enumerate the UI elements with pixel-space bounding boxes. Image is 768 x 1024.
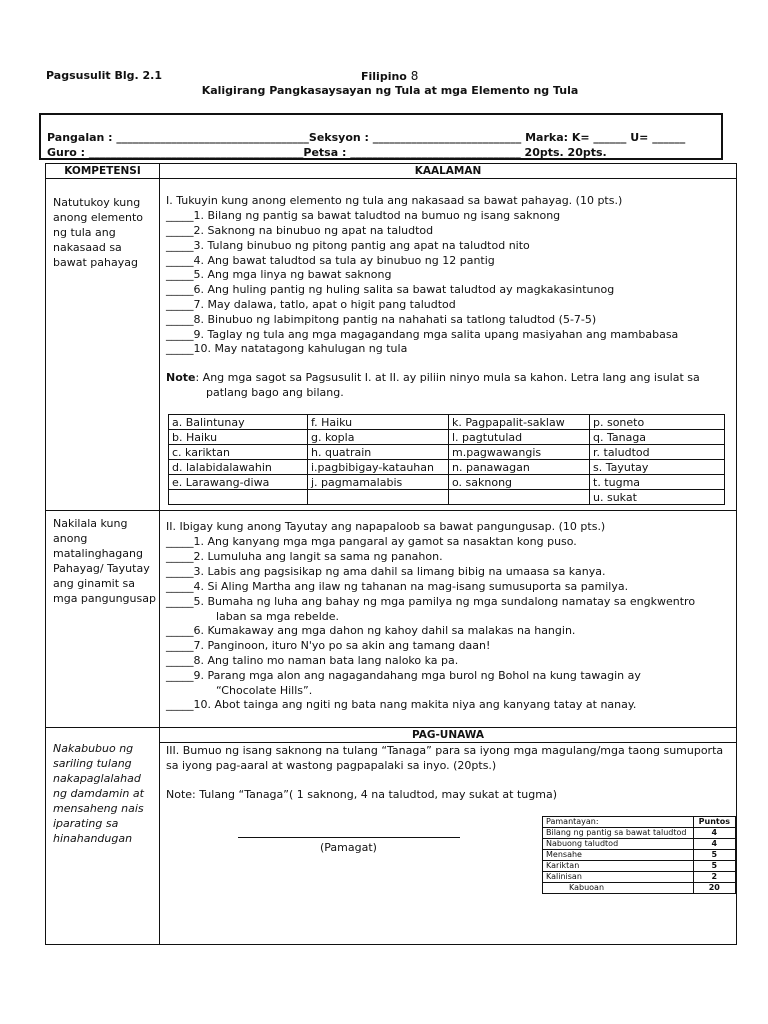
choice-cell: m.pagwawangis	[449, 445, 590, 460]
part2-item[interactable]: _____9. Parang mga alon ang nagagandahang mga burol ng Bohol na kung tawagin ay	[166, 669, 641, 682]
note-text: : Ang mga sagot sa Pagsusulit I. at II. ay piliin ninyo mula sa kahon. Letra lang ang isulat sa	[195, 371, 700, 384]
rubric-criteria: Nabuong taludtod	[543, 839, 694, 850]
rubric-criteria: Mensahe	[543, 850, 694, 861]
choice-cell: s. Tayutay	[590, 460, 725, 475]
column-head-kompetensi: KOMPETENSI	[64, 165, 141, 177]
pamagat-label: (Pamagat)	[320, 841, 377, 854]
choice-cell: u. sukat	[590, 490, 725, 505]
rubric-row	[543, 839, 736, 850]
part3-instruction: III. Bumuo ng isang saknong na tulang “Tanaga” para sa iyong mga magulang/mga taong sumuporta	[166, 744, 724, 757]
part2-item[interactable]: _____5. Bumaha ng luha ang bahay ng mga pamilya ng mga sundalong namatay sa engkwentro	[166, 595, 696, 608]
title-answer-line[interactable]	[238, 837, 460, 838]
rubric-head-criteria: Pamantayan:	[543, 817, 694, 828]
rubric-criteria: Bilang ng pantig sa bawat taludtod	[543, 828, 694, 839]
choice-cell: n. panawagan	[449, 460, 590, 475]
rubric-points: 4	[693, 828, 735, 839]
choice-cell: q. Tanaga	[590, 430, 725, 445]
rubric-head-row	[543, 817, 736, 828]
choice-cell: i.pagbibigay-katauhan	[308, 460, 449, 475]
choice-row	[169, 415, 725, 430]
choice-cell: l. pagtutulad	[449, 430, 590, 445]
part2-instruction: II. Ibigay kung anong Tayutay ang napapaloob sa bawat pangungusap. (10 pts.)	[166, 520, 606, 533]
part1-item[interactable]: _____10. May natatagong kahulugan ng tula	[166, 342, 408, 355]
grade-level: 8	[410, 69, 419, 83]
part1-instruction: I. Tukuyin kung anong elemento ng tula ang nakasaad sa bawat pahayag. (10 pts.)	[166, 194, 623, 207]
section-divider-2	[46, 727, 736, 728]
part2-item[interactable]: _____2. Lumuluha ang langit sa sama ng panahon.	[166, 550, 443, 563]
choice-cell: c. kariktan	[169, 445, 308, 460]
choice-cell: o. saknong	[449, 475, 590, 490]
choice-cell: j. pagmamalabis	[308, 475, 449, 490]
note-label: Note	[166, 371, 196, 384]
part1-item[interactable]: _____8. Binubuo ng labimpitong pantig na nahahati sa tatlong taludtod (5-7-5)	[166, 313, 597, 326]
rubric-row	[543, 828, 736, 839]
part1-item[interactable]: _____4. Ang bawat taludtod sa tula ay binubuo ng 12 pantig	[166, 254, 495, 267]
part1-item[interactable]: _____7. May dalawa, tatlo, apat o higit pang taludtod	[166, 298, 456, 311]
part1-item[interactable]: _____1. Bilang ng pantig sa bawat taludtod na bumuo ng isang saknong	[166, 209, 561, 222]
part2-item[interactable]: _____7. Panginoon, ituro N'yo po sa akin ang tamang daan!	[166, 639, 491, 652]
column-head-kaalaman: KAALAMAN	[414, 165, 482, 177]
rubric-points: 2	[693, 872, 735, 883]
rubric-points: 5	[693, 850, 735, 861]
kompetensi-2: Nakilala kung anong matalinghagang Pahayag/ Tayutay ang ginamit sa mga pangungusap	[53, 517, 156, 605]
rubric-criteria: Kariktan	[543, 861, 694, 872]
choice-cell: f. Haiku	[308, 415, 449, 430]
rubric-total-row	[543, 883, 736, 894]
section-head-pag-unawa: PAG-UNAWA	[411, 729, 485, 741]
rubric-points: 5	[693, 861, 735, 872]
choice-cell: b. Haiku	[169, 430, 308, 445]
subject-label	[361, 69, 418, 83]
part1-item[interactable]: _____6. Ang huling pantig ng huling salita sa bawat taludtod ay magkakasintunog	[166, 283, 615, 296]
column-divider	[159, 164, 160, 944]
rubric-table	[542, 816, 736, 894]
choice-row	[169, 445, 725, 460]
choice-cell: r. taludtod	[590, 445, 725, 460]
name-section-score-line[interactable]: Pangalan : ___________________________________Seksyon : ___________________________ Marka: K= ______ U= ______	[47, 131, 686, 144]
part2-item[interactable]: _____1. Ang kanyang mga mga pangaral ay gamot sa nasaktan kong puso.	[166, 535, 577, 548]
part1-item[interactable]: _____3. Tulang binubuo ng pitong pantig ang apat na taludtod nito	[166, 239, 530, 252]
choice-cell: a. Balintunay	[169, 415, 308, 430]
quiz-table	[45, 163, 737, 945]
choice-cell: p. soneto	[590, 415, 725, 430]
rubric-head-points: Puntos	[693, 817, 735, 828]
quiz-number: Pagsusulit Blg. 2.1	[46, 69, 162, 82]
part2-item-continued: laban sa mga rebelde.	[216, 610, 339, 623]
rubric-row	[543, 872, 736, 883]
answer-note	[166, 371, 700, 384]
choice-cell: g. kopla	[308, 430, 449, 445]
part1-item[interactable]: _____2. Saknong na binubuo ng apat na taludtod	[166, 224, 434, 237]
part2-item[interactable]: _____6. Kumakaway ang mga dahon ng kahoy dahil sa malakas na hangin.	[166, 624, 576, 637]
rubric-total-label: Kabuoan	[543, 883, 694, 894]
choice-cell	[169, 490, 308, 505]
page-title: Kaligirang Pangkasaysayan ng Tula at mga Elemento ng Tula	[201, 84, 579, 97]
answer-choices-box	[168, 414, 725, 505]
part2-item[interactable]: _____10. Abot tainga ang ngiti ng bata nang makita niya ang kanyang tatay at nanay.	[166, 698, 637, 711]
part2-item[interactable]: _____3. Labis ang pagsisikap ng ama dahil sa limang bibig na umaasa sa kanya.	[166, 565, 606, 578]
choice-row	[169, 490, 725, 505]
choice-cell: h. quatrain	[308, 445, 449, 460]
part3-note: Note: Tulang “Tanaga”( 1 saknong, 4 na taludtod, may sukat at tugma)	[166, 788, 557, 801]
choice-row	[169, 475, 725, 490]
part1-item[interactable]: _____9. Taglay ng tula ang mga magagandang mga salita upang masiyahan ang mambabasa	[166, 328, 679, 341]
part3-instruction-continued: sa iyong pag-aaral at wastong pagpapalaki sa inyo. (20pts.)	[166, 759, 497, 772]
student-info-box	[39, 113, 723, 160]
teacher-date-line[interactable]: Guro : _______________________________________Petsa : _______________________________ 20pts. 20pts.	[47, 146, 607, 159]
note-text-continued: patlang bago ang bilang.	[206, 386, 344, 399]
rubric-total-points: 20	[693, 883, 735, 894]
rubric-row	[543, 850, 736, 861]
choice-row	[169, 430, 725, 445]
choice-cell	[449, 490, 590, 505]
choice-row	[169, 460, 725, 475]
part1-item[interactable]: _____5. Ang mga linya ng bawat saknong	[166, 268, 392, 281]
subject-name: Filipino	[361, 70, 407, 83]
header-divider	[46, 178, 736, 179]
part2-item[interactable]: _____4. Si Aling Martha ang ilaw ng tahanan na mag-isang sumusuporta sa pamilya.	[166, 580, 629, 593]
choice-cell: k. Pagpapalit-saklaw	[449, 415, 590, 430]
choice-cell	[308, 490, 449, 505]
choice-cell: t. tugma	[590, 475, 725, 490]
rubric-points: 4	[693, 839, 735, 850]
choice-cell: d. lalabidalawahin	[169, 460, 308, 475]
choice-cell: e. Larawang-diwa	[169, 475, 308, 490]
rubric-row	[543, 861, 736, 872]
kompetensi-1: Natutukoy kung anong elemento ng tula ang nakasaad sa bawat pahayag	[53, 196, 143, 269]
part2-item-continued: “Chocolate Hills”.	[216, 684, 313, 697]
part2-item[interactable]: _____8. Ang talino mo naman bata lang naloko ka pa.	[166, 654, 459, 667]
rubric-criteria: Kalinisan	[543, 872, 694, 883]
section-divider-1	[46, 510, 736, 511]
section-divider-3	[160, 742, 736, 743]
kompetensi-3: Nakabubuo ng sariling tulang nakapaglalahad ng damdamin at mensaheng nais iparating sa hinahandugan	[53, 742, 144, 845]
